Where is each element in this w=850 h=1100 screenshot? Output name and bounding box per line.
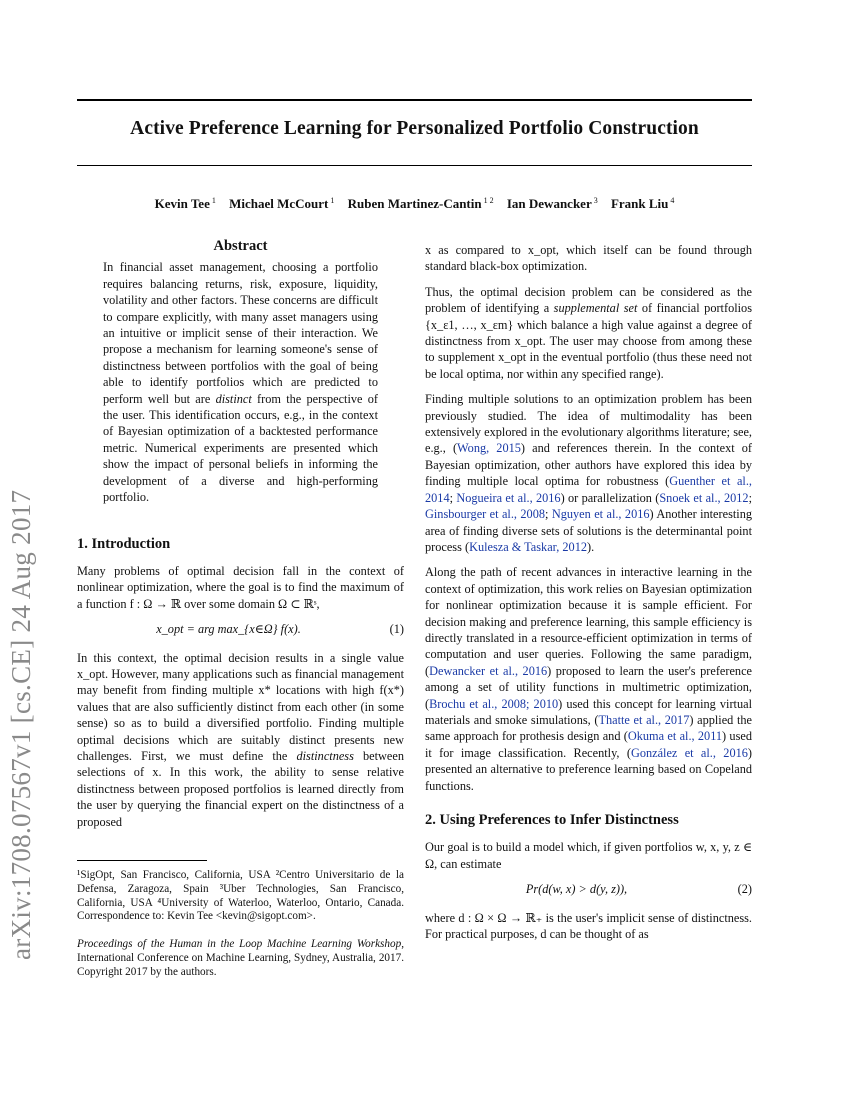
paragraph: where d : Ω × Ω → ℝ₊ is the user's implicit sense of distinctness. For practical purposes, d can be thought of as <box>425 910 752 942</box>
equation-1: x_opt = arg max_{x∈Ω} f(x). (1) <box>156 622 404 637</box>
affiliations-footnote: ¹SigOpt, San Francisco, California, USA ²Centro Universitario de la Defensa, Zaragoza, Spain ³Uber Technologies, San Francisco, California, USA ⁴University of Waterloo, Waterloo, Ontario, Canada. Correspondence to: Kevin Tee <kevin@sigopt.com>. <box>77 869 404 923</box>
abstract-heading: Abstract <box>213 238 268 254</box>
title-rule-top <box>77 99 752 101</box>
paper-title: Active Preference Learning for Personalized Portfolio Construction <box>130 118 699 139</box>
footnote-rule <box>77 860 207 861</box>
paragraph: x as compared to x_opt, which itself can be found through standard black-box optimization. <box>425 243 752 274</box>
arxiv-stamp: arXiv:1708.07567v1 [cs.CE] 24 Aug 2017 <box>6 489 36 960</box>
abstract-text: In financial asset management, choosing a portfolio requires balancing returns, risk, exposure, liquidity, volatility and other factors. These concerns are difficult to compare explicitly, with many asset managers using an intuitive or implicit sense of their interaction. We propose a mechanism for learning someone's sense of distinctness between portfolios with the goal of being able to identify portfolios which are predicted to perform well but are distinct from the perspective of the user. This identification occurs, e.g., in the context of Bayesian optimization of a backtested performance metric. Numerical experiments are presented which show the impact of personal beliefs in informing the development of a diverse and high-performing portfolio. <box>103 260 378 505</box>
citation-link[interactable]: Okuma et al., 2011 <box>627 729 723 744</box>
citation-link[interactable]: Guenther et al., 2014 <box>425 474 752 505</box>
author: Ruben Martinez-Cantin $^{1 2}$ <box>347 196 494 212</box>
paragraph: Finding multiple solutions to an optimization problem has been previously studied. The idea of multimodality has been extensively explored in the evolutionary algorithms literature; see, e.g., (Wong, 2015) and references therein. In the context of Bayesian optimization, other authors have explored this idea by finding multiple local optima for robustness (Guenther et al., 2014; Nogueira et al., 2016) or parallelization (Snoek et al., 2012; Ginsbourger et al., 2008; Nguyen et al., 2016) Another interesting area of finding diverse sets of solutions is the determinantal point process (Kulesza & Taskar, 2012). <box>425 392 753 554</box>
author: Kevin Tee $^1$ <box>154 196 216 212</box>
citation-link[interactable]: González et al., 2016 <box>630 745 748 760</box>
citation-link[interactable]: Nguyen et al., 2016 <box>551 507 650 522</box>
paragraph: In this context, the optimal decision results in a single value x_opt. However, many applications such as financial management may benefit from finding multiple x* locations with high f(x*) values that are also sufficiently distinct from each other (in some sense) so as to build a diversified portfolio. Finding multiple optimal decisions which are suitably distinct presents new challenges. First, we must define the distinctness between selections of x. In this work, the ability to sense relative distinctness between proposed portfolios is learned directly from the user by querying the financial expert on the distinctness of a proposed <box>77 650 404 829</box>
citation-link[interactable]: Ginsbourger et al., 2008 <box>425 507 545 522</box>
citation-link[interactable]: Kulesza & Taskar, 2012 <box>469 539 588 554</box>
citation-link[interactable]: Dewancker et al., 2016 <box>429 663 548 678</box>
section-heading-preferences: 2. Using Preferences to Infer Distinctness <box>425 812 679 828</box>
citation-link[interactable]: Wong, 2015 <box>457 441 521 456</box>
right-column <box>425 242 752 951</box>
footnotes <box>77 860 404 994</box>
citation-link[interactable]: Thatte et al., 2017 <box>598 712 690 727</box>
equation-2: Pr(d(w, x) > d(y, z)), (2) <box>525 882 752 897</box>
paragraph: Along the path of recent advances in interactive learning in the context of optimization, this work relies on Bayesian optimization for nonlinear optimization because it is sample efficient. For decision making and preference learning, this sample efficiency is directly translated in a resource-efficient optimization in terms of computation and user queries. Following the same paradigm, (Dewancker et al., 2016) proposed to learn the user's preference among a set of utility functions in multimetric optimization, (Brochu et al., 2008; 2010) used this concept for learning virtual materials and smoke simulations, (Thatte et al., 2017) applied the same approach for prothesis design and (Okuma et al., 2011) used it for image classification. Recently, (González et al., 2016) presented an alternative to preference learning based on Copeland functions. <box>425 565 752 793</box>
paragraph: Thus, the optimal decision problem can be considered as the problem of identifying a supplemental set of financial portfolios {x_ε1, …, x_εm} which balance a high value against a degree of distinctness from x_opt. The user may choose from among these to supplement x_opt in the eventual portfolio (thus these need not be local optima, nor within any specified range). <box>425 284 752 381</box>
author: Frank Liu $^4$ <box>610 196 675 212</box>
title-rule-bottom <box>77 165 752 166</box>
paragraph: Our goal is to build a model which, if given portfolios w, x, y, z ∈ Ω, can estimate <box>425 840 752 871</box>
left-column <box>77 238 404 839</box>
citation-link[interactable]: Nogueira et al., 2016 <box>456 490 561 505</box>
citation-link[interactable]: Snoek et al., 2012 <box>659 490 749 505</box>
paragraph: Many problems of optimal decision fall in the context of nonlinear optimization, where the goal is to find the maximum of a function f : Ω → ℝ over some domain Ω ⊂ ℝˢ, <box>77 563 404 611</box>
citation-link[interactable]: Brochu et al., 2008; 2010 <box>429 696 559 711</box>
section-heading-introduction: 1. Introduction <box>77 535 171 552</box>
author: Ian Dewancker $^3$ <box>506 196 598 212</box>
proceedings-footnote: Proceedings of the Human in the Loop Machine Learning Workshop, International Conference on Machine Learning, Sydney, Australia, 2017. Copyright 2017 by the authors. <box>77 938 404 978</box>
author: Michael McCourt $^1$ <box>229 196 335 212</box>
author-list <box>77 196 752 212</box>
